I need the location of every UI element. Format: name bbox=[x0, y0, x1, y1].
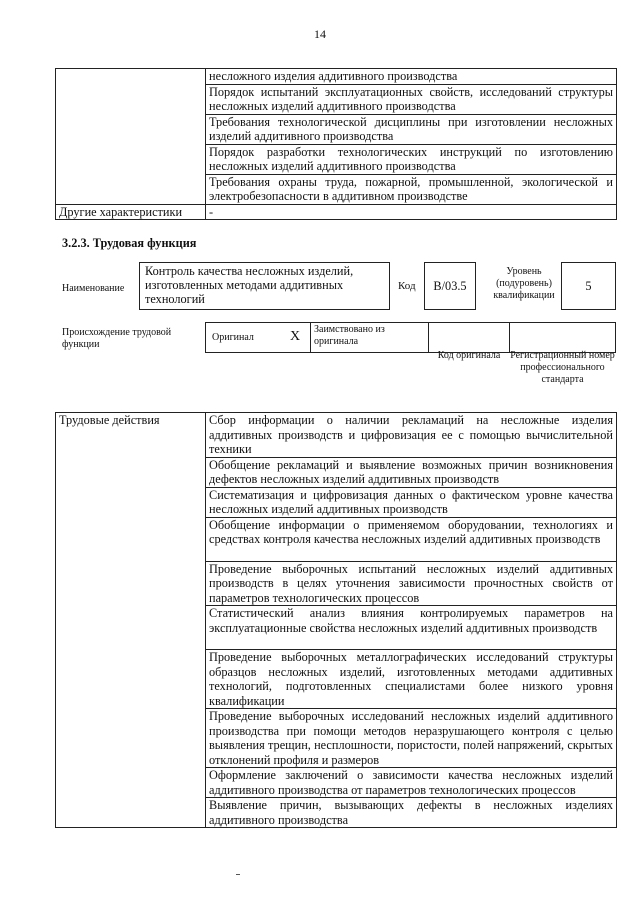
name-label: Наименование bbox=[62, 283, 125, 294]
reg-number-box bbox=[509, 322, 616, 353]
labor-actions-table bbox=[55, 412, 617, 828]
knowledge-table bbox=[55, 68, 617, 220]
labor-action: Сбор информации о наличии рекламаций на несложные изделия аддитивных производств и цифровизация ее с помощью вычислительной техники bbox=[206, 413, 617, 458]
borrowed-label: Заимствовано из оригинала bbox=[314, 324, 385, 347]
original-label: Оригинал bbox=[212, 332, 254, 343]
knowledge-row: Требования технологической дисциплины при изготовлении несложных изделий аддитивного производства bbox=[206, 114, 617, 144]
other-characteristics-label: Другие характеристики bbox=[56, 204, 206, 220]
origin-label: Происхождение трудовой функции bbox=[62, 327, 172, 350]
function-name-box bbox=[139, 262, 390, 310]
labor-action: Систематизация и цифровизация данных о фактическом уровне качества несложных изделий аддитивных производств bbox=[206, 487, 617, 517]
level-value: 5 bbox=[585, 279, 592, 293]
labor-action: Проведение выборочных металлографических исследований структуры образцов несложных изделий, изготовленных методами аддитивных технологий, подготовленных специалистами более низкого уровня квалификации bbox=[206, 650, 617, 709]
labor-actions-label: Трудовые действия bbox=[56, 413, 206, 828]
level-box bbox=[561, 262, 616, 310]
labor-action: Проведение выборочных испытаний несложных изделий аддитивных производств в целях уточнения зависимости прочностных свойств от параметров технологических процессов bbox=[206, 561, 617, 606]
original-box bbox=[205, 322, 311, 353]
function-name: Контроль качества несложных изделий, изготовленных методами аддитивных технологий bbox=[145, 264, 354, 306]
knowledge-row: несложного изделия аддитивного производства bbox=[206, 69, 617, 85]
code-box bbox=[424, 262, 476, 310]
level-label: Уровень (подуровень) квалификации bbox=[493, 266, 555, 301]
labor-action: Статистический анализ влияния контролируемых параметров на эксплуатационные свойства несложных изделий аддитивных производств bbox=[206, 606, 617, 650]
code-original-box bbox=[428, 322, 510, 353]
empty-label-cell bbox=[56, 69, 206, 205]
labor-action: Оформление заключений о зависимости качества несложных изделий аддитивного производства от параметров технологических процессов bbox=[206, 768, 617, 798]
code-original-label: Код оригинала bbox=[437, 350, 501, 361]
labor-action: Обобщение информации о применяемом оборудовании, технологиях и средствах контроля качества несложных изделий аддитивных производств bbox=[206, 517, 617, 561]
borrowed-box bbox=[310, 322, 429, 353]
page-number: 14 bbox=[314, 27, 326, 41]
labor-action: Выявление причин, вызывающих дефекты в несложных изделиях аддитивного производства bbox=[206, 798, 617, 828]
knowledge-row: Требования охраны труда, пожарной, промышленной, экологической и электробезопасности в аддитивном производстве bbox=[206, 174, 617, 204]
other-characteristics-value: - bbox=[206, 204, 617, 220]
original-mark: X bbox=[290, 329, 301, 344]
code-label: Код bbox=[398, 280, 416, 292]
labor-action: Обобщение рекламаций и выявление возможных причин возникновения дефектов несложных изделий аддитивных производств bbox=[206, 457, 617, 487]
knowledge-row: Порядок разработки технологических инструкций по изготовлению несложных изделий аддитивного производства bbox=[206, 144, 617, 174]
scan-mark bbox=[236, 874, 240, 875]
reg-number-label: Регистрационный номер профессионального стандарта bbox=[510, 350, 615, 385]
code-value: B/03.5 bbox=[433, 279, 467, 293]
labor-action: Проведение выборочных исследований несложных изделий аддитивного производства при помощи методов неразрушающего контроля с целью выявления трещин, несплошности, пористости, полей напряжений, скрытых отклонений профиля и размеров bbox=[206, 709, 617, 768]
knowledge-row: Порядок испытаний эксплуатационных свойств, исследований структуры несложных изделий аддитивного производства bbox=[206, 84, 617, 114]
section-heading: 3.2.3. Трудовая функция bbox=[62, 236, 197, 250]
